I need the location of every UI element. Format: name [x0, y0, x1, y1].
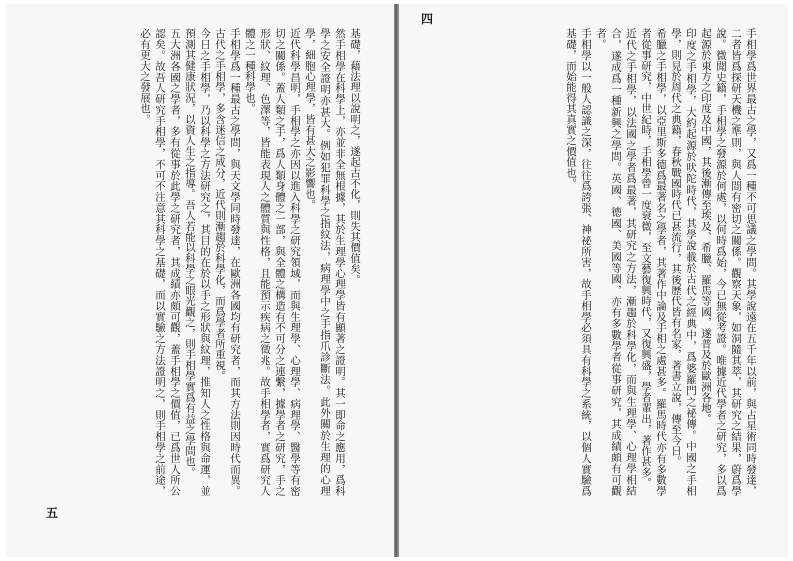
right-page-number: 四: [421, 12, 434, 26]
left-page-body-text: 基礎，藉法理以說明之，遂起古不化，則失其價值矣。 然手相學在科學上，亦並非全無根據，其於生理學心理學皆有顯著之證明。其一即命之應用，爲科學之安全證明亦甚大。例如犯罪科學之指紋法，病理學中之手指爪診斷法。此外關於生理的心理學，細胞心理學，皆有甚大之影響也。 近代科學昌明，手相學之亦因以進入科學之研究領域，而與生理學、心理學、病理學、醫學等有密切之關係。蓋人類之手，爲人類身體之一部，與全體之構造有不可分之連繫，據學者之研究，手之形狀、紋理、色澤等，皆能表現人之體質與性格，且能預示疾病之徵兆。故手相學者，實爲研究人體之一種科學也。 手相學爲一種最古之學問，與天文學同時發達，在歐洲各國均有研究者，而其方法則因時代而異。古代之手相學，多含迷信之成分，近代則漸趨於科學化，而爲學者所重視。 今日之手相學，乃以科學之方法研究之，其目的在於以手之形狀與紋理，推知人之性格與命運，並預測其健康狀況，以資人生之指導。吾人若能以科學之眼光觀之，則手相學實爲有益之學問也。 五大洲各國之學者，多有從事於此學之研究者，其成績亦頗可觀，蓋手相學之價值，已爲世人所公認矣。故吾人研究手相學，不可不注意其科學之基礎，而以實驗之方法證明之，則手相學之前途，必有更大之發展也。: [139, 28, 361, 496]
right-page: [398, 4, 788, 557]
right-page-body-text: 手相學爲世界最古之學，又爲一種不可思議之學問。其學說遠在五千年以前，與占星術同時發達，二者皆爲探研天機之準則，與人間有密切之關係。觀察天象，如洞隨其萃，其研究之結果，蔚爲學說。微聞史籍，手相學之發源於何處，以何時爲始，今已無從考證。唯據近代學者之研究，多以爲起源於東方之印度及中國，其後漸傳至埃及、希臘、羅馬等國，遂普及於歐洲各地。 印度之手相學，大約起源於吠陀時代，其學說載於古代之經典中，爲婆羅門之祕傳。中國之手相學，則見於周代之典籍，春秋戰國時代已甚流行，其後歷代皆有名家，著書立說，傳至今日。 希臘之手相學，以亞里斯多德爲最著名之學者，其著作中論及手相之處甚多。羅馬時代亦有多數學者從事研究，中世紀時，手相學曾一度衰微，至文藝復興時代，又復興盛，學者輩出，著作甚多。 近代之手相學，以法國之學者爲最著，其研究之方法，漸趨於科學化，而與生理學、心理學相結合，遂成爲一種新興之學問。英國、德國、美國等國，亦有多數學者從事研究，其成績頗有可觀者。 手相學以一般人認識之深，往往爲誇張、神祕所害，故手相學必須具有科學之系統，以個人實驗爲基礎，而始能得其真實之價值也。: [565, 28, 757, 496]
book-spread: [6, 4, 787, 557]
left-page-number: 五: [46, 506, 59, 520]
left-page: [6, 4, 395, 557]
